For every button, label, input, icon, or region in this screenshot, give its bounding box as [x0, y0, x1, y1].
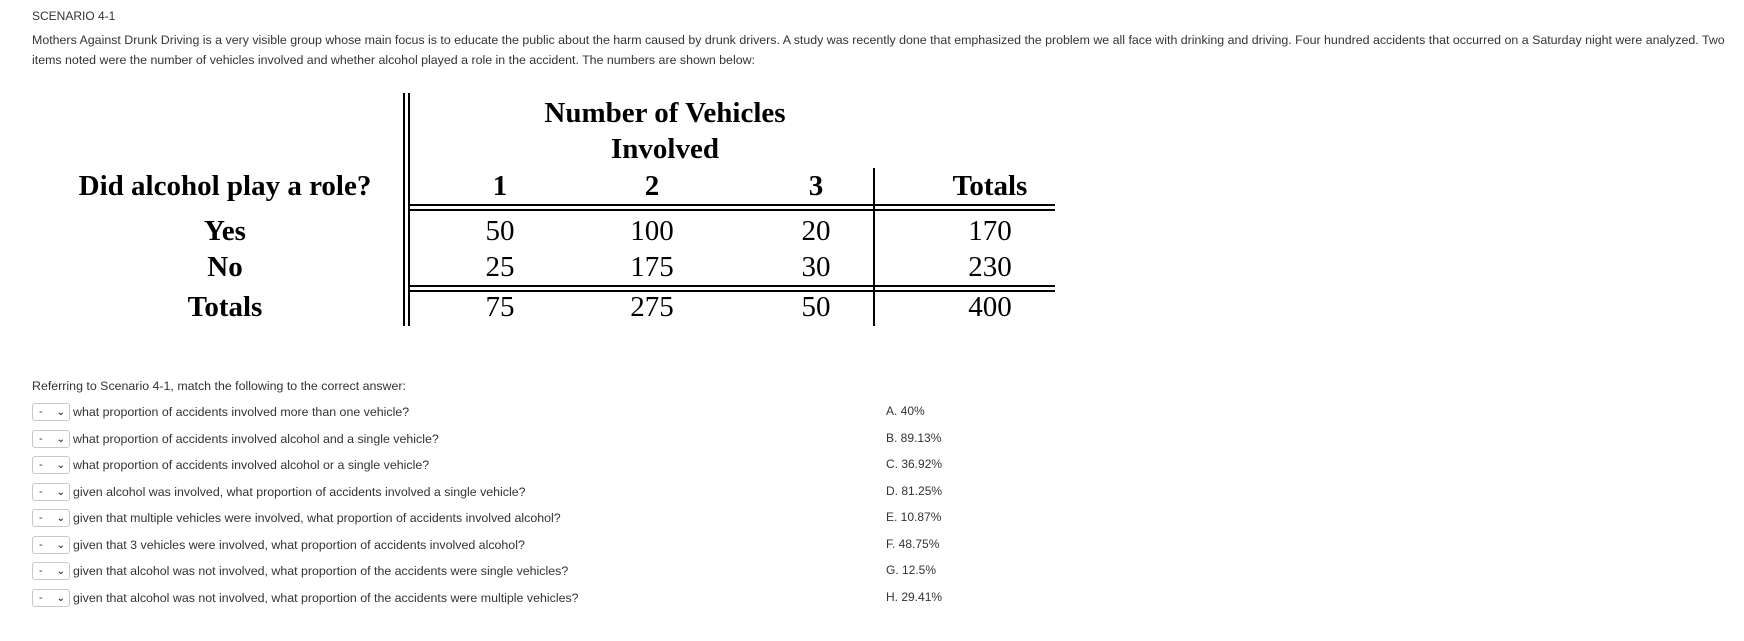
- question-row: [32, 482, 526, 502]
- question-text: given alcohol was involved, what proportion of accidents involved a single vehicle?: [73, 485, 526, 499]
- table-cell: 20: [801, 215, 831, 247]
- question-text: given that alcohol was not involved, what proportion of the accidents were multiple vehicles?: [73, 591, 579, 605]
- answer-select[interactable]: [32, 589, 70, 607]
- table-cell: 400: [968, 291, 1012, 323]
- select-value: -: [39, 433, 43, 445]
- answer-option: C. 36.92%: [886, 457, 943, 471]
- question-text: given that 3 vehicles were involved, what proportion of accidents involved alcohol?: [73, 538, 525, 552]
- answer-select[interactable]: [32, 430, 70, 448]
- select-value: -: [39, 459, 43, 471]
- answer-select[interactable]: [32, 536, 70, 554]
- row-header: Did alcohol play a role?: [78, 170, 372, 202]
- answer-select[interactable]: [32, 483, 70, 501]
- select-value: -: [39, 565, 43, 577]
- question-text: given that multiple vehicles were involved, what proportion of accidents involved alcohol?: [73, 511, 561, 525]
- answer-option: H. 29.41%: [886, 590, 943, 604]
- question-row: [32, 508, 561, 528]
- chevron-down-icon: ⌄: [56, 486, 65, 498]
- table-cell: 170: [968, 215, 1012, 247]
- question-text: what proportion of accidents involved more than one vehicle?: [73, 405, 410, 419]
- column-header: 2: [644, 170, 660, 202]
- question-row: [32, 455, 429, 475]
- table-totals-divider: [873, 168, 875, 326]
- answer-select[interactable]: [32, 456, 70, 474]
- table-cell: 30: [801, 251, 831, 283]
- answer-option: B. 89.13%: [886, 431, 942, 445]
- column-header: 3: [808, 170, 824, 202]
- row-label: No: [207, 251, 243, 283]
- table-cell: 75: [485, 291, 515, 323]
- select-value: -: [39, 592, 43, 604]
- question-row: [32, 535, 525, 555]
- scenario-title: SCENARIO 4-1: [32, 9, 116, 23]
- answer-option: D. 81.25%: [886, 484, 943, 498]
- question-row: [32, 402, 409, 422]
- answer-select[interactable]: [32, 403, 70, 421]
- matching-prompt: Referring to Scenario 4-1, match the following to the correct answer:: [32, 379, 406, 393]
- answer-option: G. 12.5%: [886, 563, 937, 577]
- chevron-down-icon: ⌄: [56, 592, 65, 604]
- chevron-down-icon: ⌄: [56, 406, 65, 418]
- table-cell: 230: [968, 251, 1012, 283]
- chevron-down-icon: ⌄: [56, 512, 65, 524]
- column-group-header: Number of Vehicles: [544, 97, 786, 129]
- select-value: -: [39, 539, 43, 551]
- answer-option: A. 40%: [886, 404, 925, 418]
- select-value: -: [39, 512, 43, 524]
- answer-option: F. 48.75%: [886, 537, 940, 551]
- chevron-down-icon: ⌄: [56, 565, 65, 577]
- answer-option: E. 10.87%: [886, 510, 942, 524]
- scenario-description: Mothers Against Drunk Driving is a very visible group whose main focus is to educate the public about the harm caused by drunk drivers. A study was recently done that emphasized the problem we all face with drinking and driving. Four hundred accidents that occurred on a Saturday night were analyzed. Two items noted were the number of vehicles involved and whether alcohol played a role in the accident. The numbers are shown below:: [32, 33, 1725, 67]
- select-value: -: [39, 406, 43, 418]
- row-label: Yes: [204, 215, 246, 247]
- chevron-down-icon: ⌄: [56, 459, 65, 471]
- table-left-double-line-a: [403, 93, 405, 326]
- question-text: what proportion of accidents involved alcohol or a single vehicle?: [73, 458, 430, 472]
- contingency-table: [0, 0, 1100, 340]
- chevron-down-icon: ⌄: [56, 433, 65, 445]
- answer-select[interactable]: [32, 562, 70, 580]
- chevron-down-icon: ⌄: [56, 539, 65, 551]
- question-row: [32, 429, 439, 449]
- select-value: -: [39, 486, 43, 498]
- table-cell: 275: [630, 291, 674, 323]
- table-cell: 50: [801, 291, 831, 323]
- column-group-header-line2: Involved: [611, 133, 719, 165]
- column-header: Totals: [952, 170, 1028, 202]
- question-text: what proportion of accidents involved alcohol and a single vehicle?: [73, 432, 439, 446]
- question-row: [32, 588, 579, 608]
- table-cell: 175: [630, 251, 674, 283]
- question-text: given that alcohol was not involved, what proportion of the accidents were single vehicles?: [73, 564, 569, 578]
- row-label: Totals: [187, 291, 263, 323]
- column-header: 1: [492, 170, 508, 202]
- table-header-rule-a: [408, 204, 1055, 206]
- table-cell: 25: [485, 251, 515, 283]
- answer-select[interactable]: [32, 509, 70, 527]
- table-totals-rule-a: [408, 285, 1055, 287]
- table-cell: 100: [630, 215, 674, 247]
- table-cell: 50: [485, 215, 515, 247]
- question-row: [32, 561, 568, 581]
- table-header-rule-b: [408, 209, 1055, 211]
